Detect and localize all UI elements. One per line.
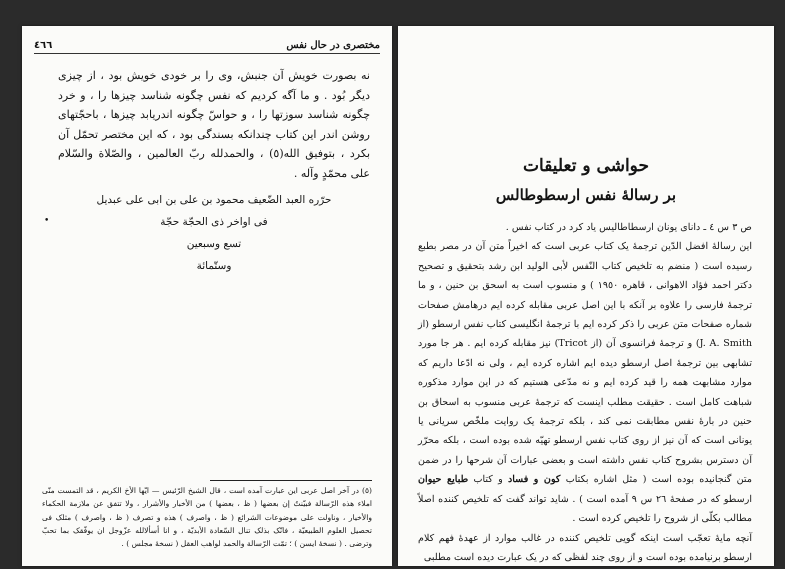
bold-title-generation: کون و فساد xyxy=(507,474,561,486)
footnote-divider xyxy=(210,480,372,481)
reference-line: ص ٣ س ٤ ـ دانای یونان ارسطاطالیس یاد کرد در کتاب نفس . xyxy=(505,222,752,233)
left-body-text xyxy=(58,66,370,277)
closing-commentary: آنچه مایهٔ تعجّب است اینکه گویی تلخیص کننده در غالب موارد از عهدهٔ فهم کلام ارسطو برنیامده بوده است و از روی چند لفظی که در یک عبارت دیده است مطلبی xyxy=(418,532,752,563)
connector-text: و کتاب xyxy=(473,474,503,486)
commentary-text: این رسالهٔ افضل الدّین ترجمهٔ یک کتاب عربی است که اخیراً متن آن در مصر بطبع رسیده است ( منضم به تلخیص کتاب النّفس لأبی الولید ابن رشد بتحقیق و تصحیح دکتر احمد فؤاد الاهوانی ، قاهره ١٩٥٠ ) و منسوب است به اسحق بن حنین ، و ما ترجمهٔ فارسی را علاوه بر آنکه با این اصل عربی مقابله کرده ایم درهامش صفحات شماره صفحات متن عربی را ذکر کرده ایم با ترجمهٔ انگلیسی کتاب نفس ارسطو (از J. A. Smith) و ترجمهٔ فرانسوی آن (از Tricot) نیز مقابله کرده ایم . هر جا مورد تشابهی بین ترجمهٔ اصل ارسطو دیده ایم اشاره کرده ایم ، ولی نه ادّعا داریم که موارد مشابهت همه را قید کرده ایم و نه مدّعی هستیم که در این موارد مذکوره شباهت کامل است . حقیقت مطلب اینست که ترجمهٔ عربی منسوب به اسحاق بن حنین در بارهٔ نفس مطابقت نمی کند ، بلکه ترجمهٔ یک روایت ملخّص سریانی یا یونانی است که آن نیز از روی کتاب نفس ارسطو تهیّه شده بوده است ، بلکه محرّر آن دسترس بشروح کتاب نفس داشته است و بعضی عبارات آن شرحها را در ضمن متن گنجانیده بوده است ( مثل اشاره بکتاب xyxy=(418,241,753,486)
running-header xyxy=(34,40,380,54)
left-page xyxy=(22,26,392,566)
section-heading: حواشی و تعلیقات xyxy=(523,156,649,176)
section-subheading: بر رسالهٔ نفس ارسطوطالس xyxy=(495,186,677,204)
colophon-line: تسع وسبعین xyxy=(186,238,242,250)
colophon-line: فی اواخر ذی الحجّة حجّة xyxy=(160,216,268,228)
closing-paragraph: نه بصورت خویش آن جنبش، وی را بر خودی خویش بود ، از چیزی دیگر بُود . و ما آگه کردیم که نفس چگونه شناسد چیزها را ، و خرد چگونه شناسد سوزتها را ، و حواسّ چگونه اندریابد چیزها ، باحجّتهای روشن اندر این کتاب چندانکه بسندگی بود ، که این مختصر تحمّل آن بکرد ، بتوفیق الله(٥) ، والحمدلله ربّ العالمین ، والصّلاة والسّلام علی محمّدٍ وآله . xyxy=(58,69,371,180)
bullet-mark: • xyxy=(44,216,50,226)
conclusion-text: تواند گفت که تلخیص کننده اصلاً مطالب بکلّی از شروح را تلخیص کرده است . xyxy=(418,493,752,525)
running-title: مختصری در حال نفس xyxy=(286,40,380,51)
page-number: ٤٦٦ xyxy=(34,40,53,51)
colophon-line: حرّره العبد الضّعیف محمود بن علی بن ابی علی عبدیل xyxy=(96,194,332,206)
colophon xyxy=(58,189,370,277)
right-page xyxy=(398,26,774,566)
citation-text: ارسطو که در صفحهٔ ٢٦ س ٩ آمده است ) . شاید xyxy=(550,493,752,505)
right-body-text xyxy=(418,218,752,566)
footnote: (٥) در آخر اصل عربی این عبارت آمده است ، قال الشیخ الرّئیس — ایّها الأخ الکریم ، قد التمست منّی املاء هذه الرّسالة فبیّنتُ إن بعضها ( ظ ، بعضها ) من الأخبار والأشرار ، ولا تتفق عن ملازمة الحکماء والأخیار ، وناولت علی موضوعات الشرائع ( ظ ، واصرف ) هذه و تصرف ( ظ ، واصرف ) مثلک فی تحصیل العلوم الطبیعیّة ، فانّک بذلک تنال السّعادة الأبدیّة ، و انا أسألالله عزّوجل ان یوفّقک بما تحبّ وترضی . ( نسخهٔ ایسن ) ؛ تمّت الرّسالة والحمد لواهب العقل ( نسخهٔ مجلس ) . xyxy=(42,486,372,549)
colophon-line: وستّمائة xyxy=(196,260,232,272)
bold-title-animals: طبایع حیوان xyxy=(418,474,469,486)
commentary-paragraph xyxy=(418,237,752,528)
